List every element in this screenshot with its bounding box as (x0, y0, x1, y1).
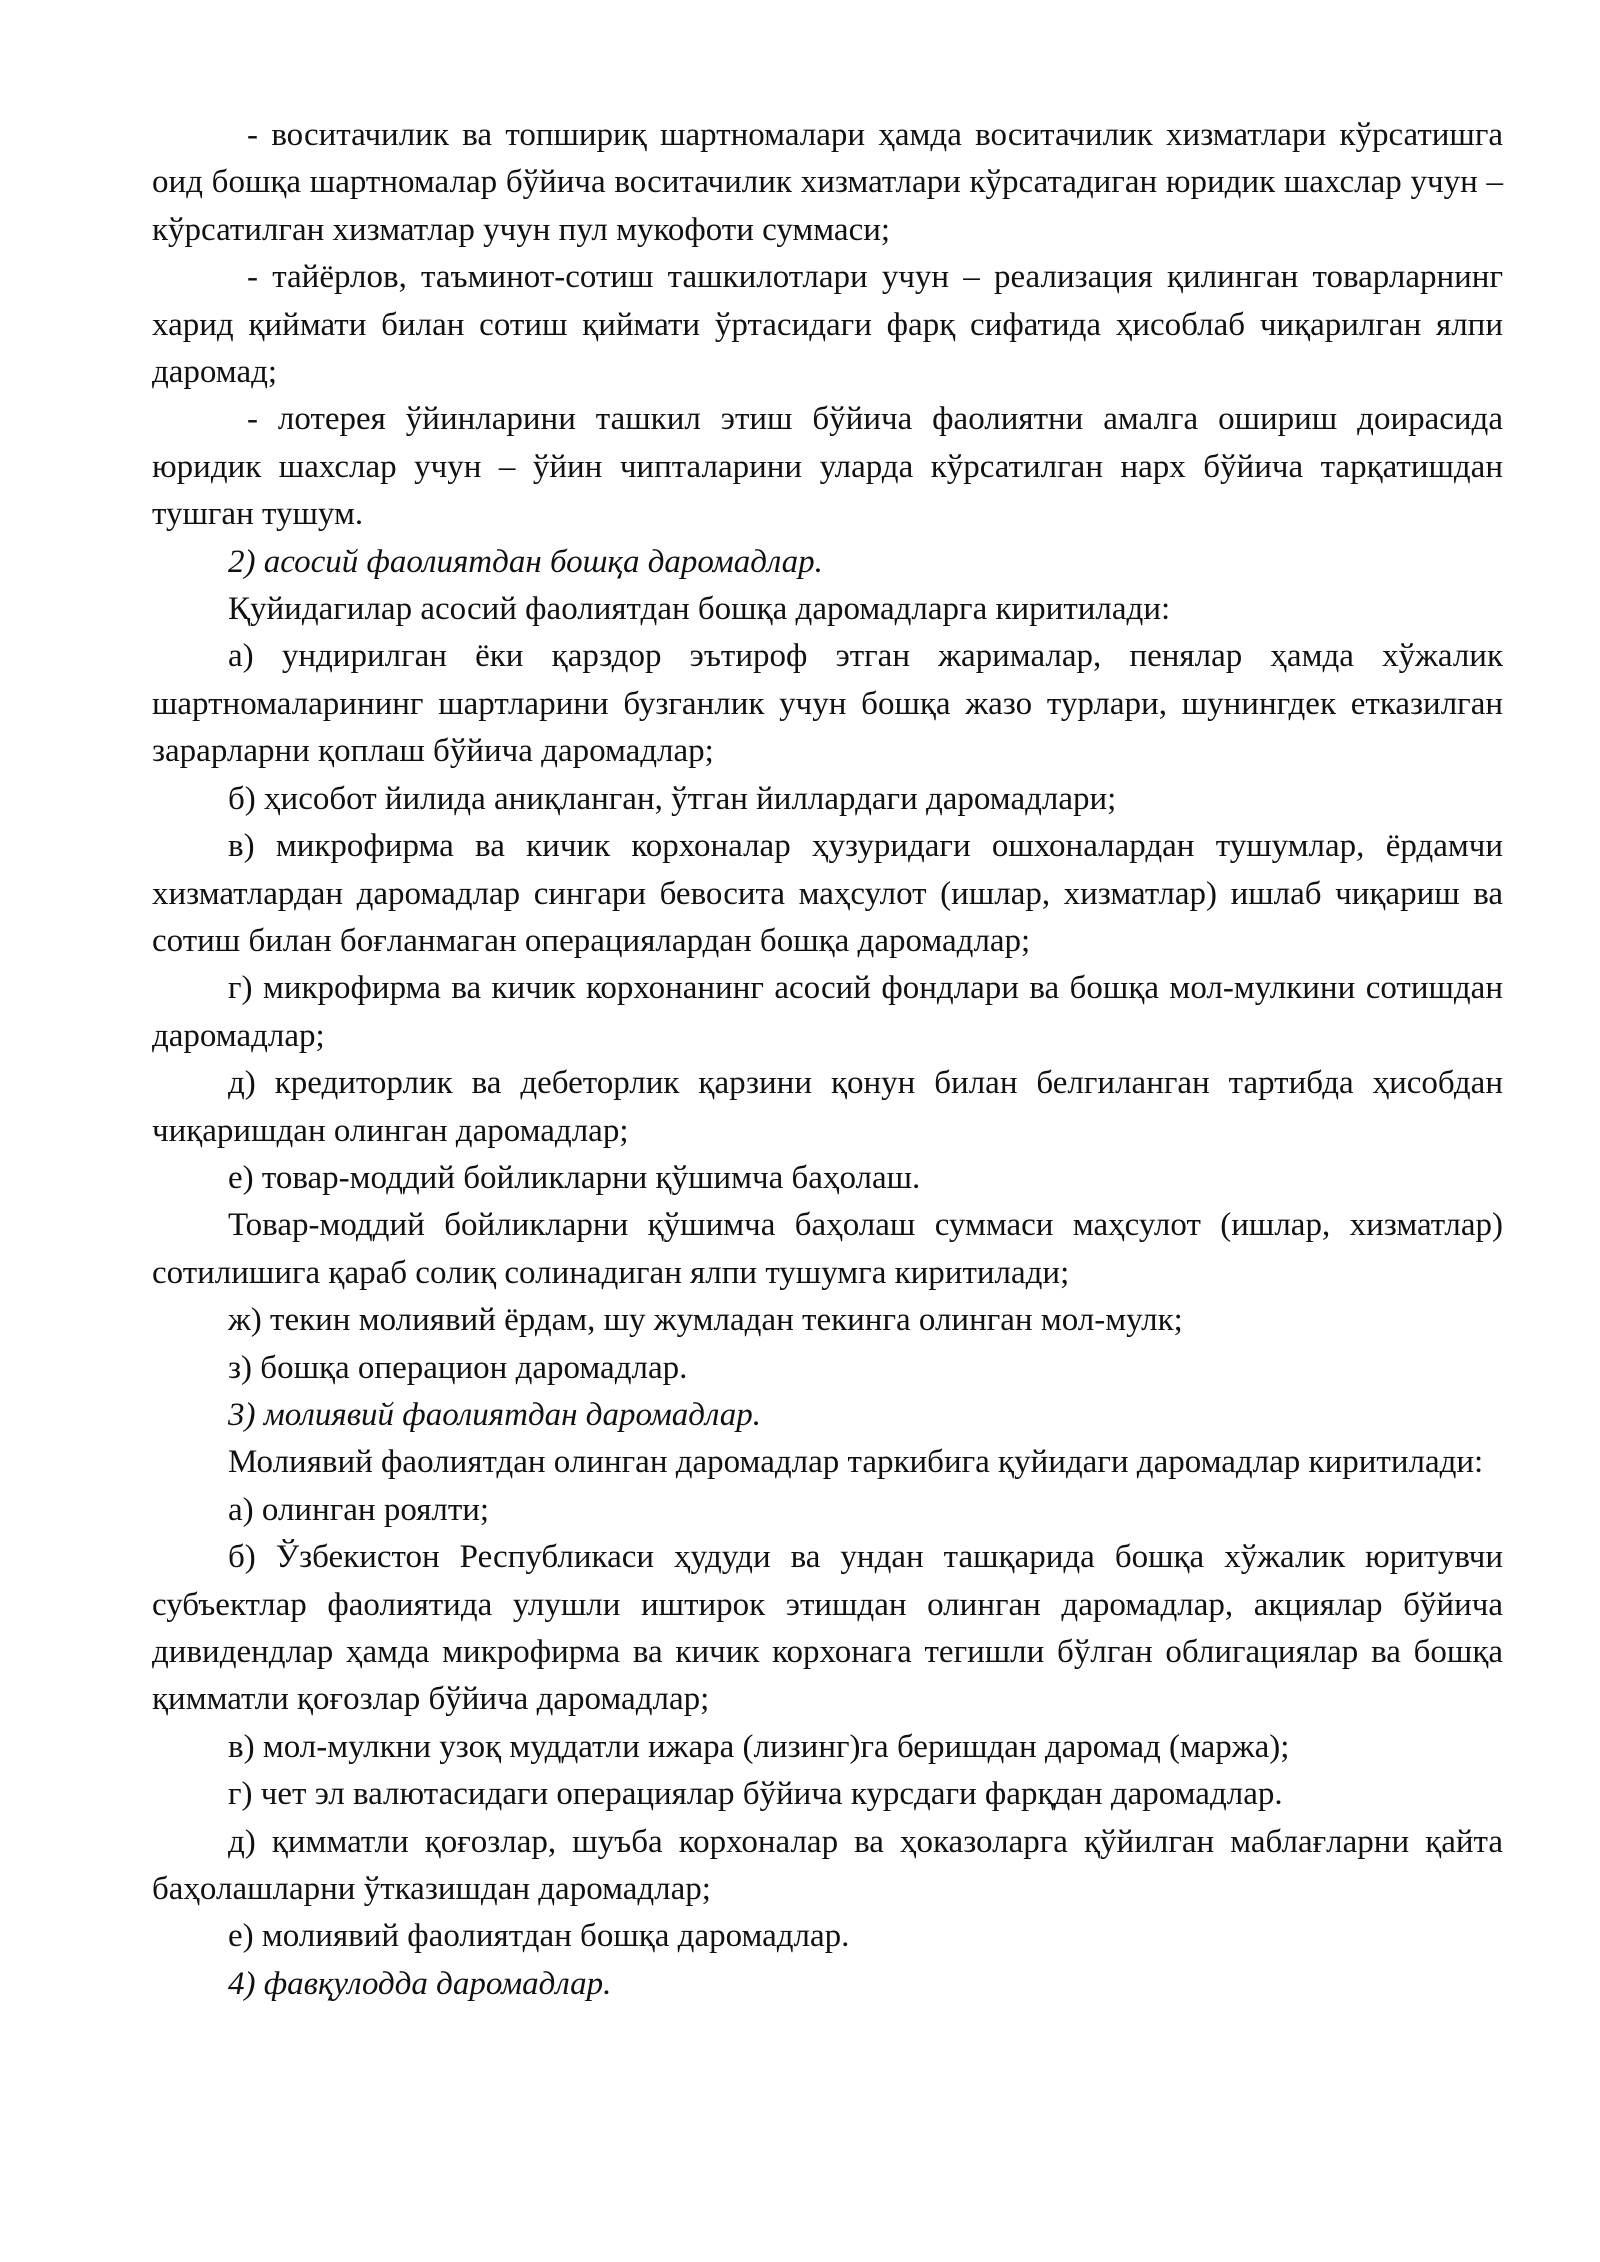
list-item: д) кредиторлик ва дебеторлик қарзини қонун билан белгиланган тартибда ҳисобдан чиқаришдан олинган даромадлар; (152, 1065, 1503, 1149)
paragraph-dash-item: - воситачилик ва топшириқ шартномалари ҳамда воситачилик хизматлари кўрсатишга оид бошқа шартномалар бўйича воситачилик хизматлари кўрсатадиган юридик шахслар учун – кўрсатилган хизматлар учун пул мукофоти суммаси; (152, 117, 1503, 248)
paragraph-dash-item: - лотерея ўйинларини ташкил этиш бўйича фаолиятни амалга ошириш доирасида юридик шахслар учун – ўйин чипталарини уларда кўрсатилган нарх бўйича тарқатишдан тушган тушум. (152, 401, 1503, 533)
list-item: д) қимматли қоғозлар, шуъба корхоналар ва ҳоказоларга қўйилган маблағларни қайта баҳолашларни ўтказишдан даромадлар; (152, 1823, 1503, 1908)
section-heading: 3) молиявий фаолиятдан даромадлар. (228, 1396, 761, 1433)
list-item: г) микрофирма ва кичик корхонанинг асосий фондлари ва бошқа мол-мулкини сотишдан даромадлар; (152, 970, 1503, 1054)
list-item: е) молиявий фаолиятдан бошқа даромадлар. (228, 1918, 850, 1955)
section-heading: 4) фавқулодда даромадлар. (228, 1965, 612, 2002)
list-item: а) ундирилган ёки қарздор эътироф этган жарималар, пенялар ҳамда хўжалик шартномаларининг шартларини бузганлик учун бошқа жазо турлари, шунингдек етказилган зарарларни қоплаш бўйича даромадлар; (152, 638, 1503, 770)
list-item: е) товар-моддий бойликларни қўшимча баҳолаш. (228, 1159, 921, 1196)
list-item: б) ҳисобот йилида аниқланган, ўтган йиллардаги даромадлари; (228, 780, 1117, 817)
list-item: а) олинган роялти; (228, 1491, 490, 1528)
list-item: г) чет эл валютасидаги операциялар бўйича курсдаги фарқдан даромадлар. (228, 1776, 1283, 1813)
list-item: в) мол-мулкни узоқ муддатли ижара (лизинг)га беришдан даромад (маржа); (228, 1728, 1290, 1765)
paragraph: Қуйидагилар асосий фаолиятдан бошқа даромадларга киритилади: (228, 591, 1171, 628)
paragraph: Товар-моддий бойликларни қўшимча баҳолаш суммаси маҳсулот (ишлар, хизматлар) сотилишига қараб солиқ солинадиган ялпи тушумга киритилади; (152, 1207, 1503, 1291)
list-item: б) Ўзбекистон Республикаси ҳудуди ва ундан ташқарида бошқа хўжалик юритувчи субъектлар фаолиятида улушли иштирок этишдан олинган даромадлар, акциялар бўйича дивидендлар ҳамда микрофирма ва кичик корхонага тегишли бўлган облигациялар ва бошқа қимматли қоғозлар бўйича даромадлар; (152, 1539, 1503, 1718)
list-item: в) микрофирма ва кичик корхоналар ҳузуридаги ошхоналардан тушумлар, ёрдамчи хизматлардан даромадлар сингари бевосита маҳсулот (ишлар, хизматлар) ишлаб чиқариш ва сотиш билан боғланмаган операциялардан бошқа даромадлар; (152, 828, 1503, 959)
paragraph-dash-item: - тайёрлов, таъминот-сотиш ташкилотлари учун – реализация қилинган товарларнинг харид қиймати билан сотиш қиймати ўртасидаги фарқ сифатида ҳисоблаб чиқарилган ялпи даромад; (152, 259, 1503, 391)
list-item: з) бошқа операцион даромадлар. (228, 1349, 688, 1386)
paragraph: Молиявий фаолиятдан олинган даромадлар таркибига қуйидаги даромадлар киритилади: (228, 1444, 1484, 1481)
list-item: ж) текин молиявий ёрдам, шу жумладан текинга олинган мол-мулк; (228, 1302, 1183, 1339)
section-heading: 2) асосий фаолиятдан бошқа даромадлар. (228, 543, 823, 580)
